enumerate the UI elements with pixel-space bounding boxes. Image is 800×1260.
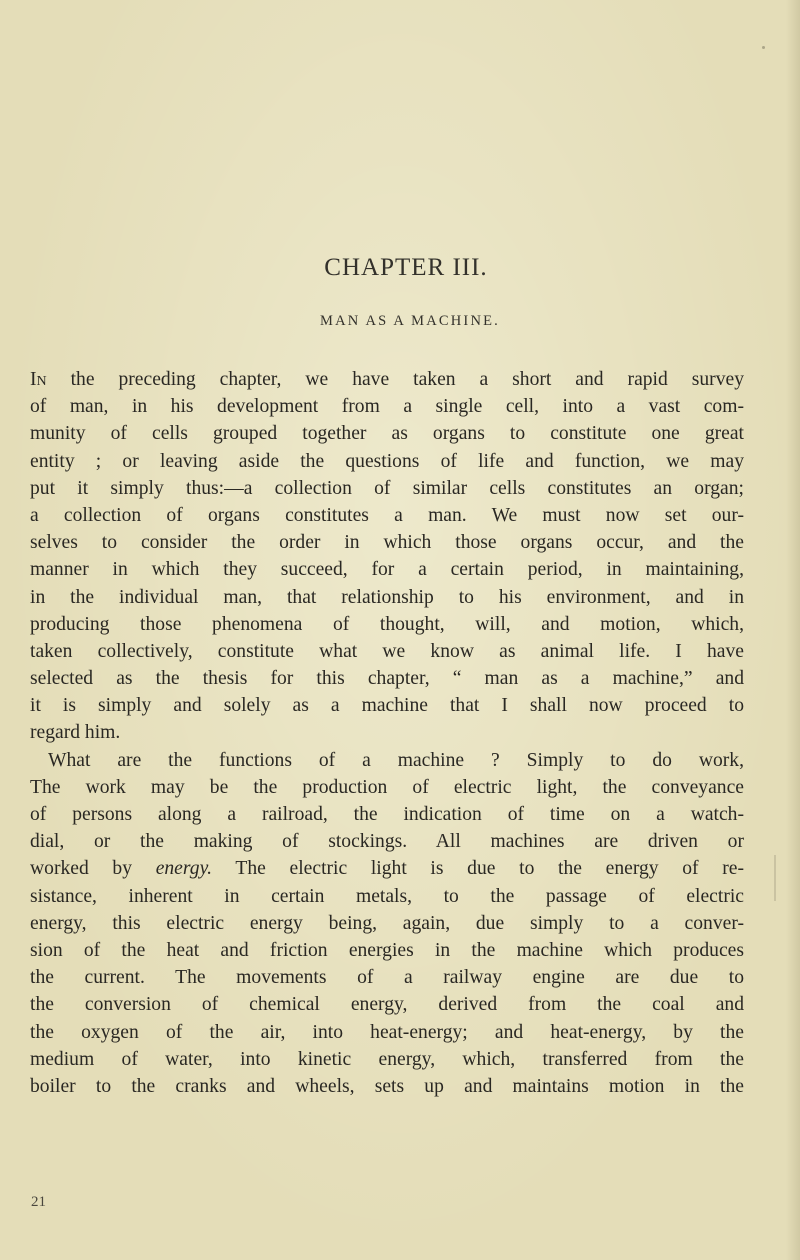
text-line: of man, in his development from a single cell, into a vast com- [30,396,744,418]
text-line: dial, or the making of stockings. All machines are driven or [30,831,744,853]
text-line: put it simply thus:—a collection of similar cells constitutes an organ; [30,477,744,499]
text-line: selves to consider the order in which those organs occur, and the [30,532,744,554]
text-line: munity of cells grouped together as organs to constitute one great [30,423,744,445]
text-line: sion of the heat and friction energies in the machine which produces [30,939,744,961]
text-line-start: worked by [30,858,156,880]
text-line: manner in which they succeed, for a certain period, in maintaining, [30,559,744,581]
page-edge-shadow [786,0,800,1260]
text-line: regard him. [30,722,121,744]
text-line: medium of water, into kinetic energy, which, transferred from the [30,1048,744,1070]
text-line: entity ; or leaving aside the questions of life and function, we may [30,450,744,472]
text-line: What are the functions of a machine ? Simply to do work, [48,749,744,771]
text-line: producing those phenomena of thought, will, and motion, which, [30,613,744,635]
text-line: taken collectively, constitute what we know as animal life. I have [30,640,744,662]
text-line: it is simply and solely as a machine that I shall now proceed to [30,695,744,717]
page-number: 21 [31,1194,46,1210]
text-line: a collection of organs constitutes a man. We must now set our- [30,504,744,526]
text-line: in the individual man, that relationship to his environment, and in [30,586,744,608]
text-line: of persons along a railroad, the indication of time on a watch- [30,804,744,825]
text-line: boiler to the cranks and wheels, sets up and maintains motion in the [30,1075,744,1097]
text-line: energy, this electric energy being, again, due simply to a conver- [30,912,744,934]
ink-speck [762,46,765,49]
text-line-rest: The electric light is due to the energy of re- [212,858,744,880]
text-line: selected as the thesis for this chapter, “ man as a machine,” and [30,668,744,690]
opening-word: In [30,369,47,390]
italic-word: energy. [155,858,213,880]
text-line: the current. The movements of a railway engine are due to [30,967,744,989]
text-line: The work may be the production of electric light, the conveyance [30,776,744,798]
text-line [30,855,744,882]
ink-speck [774,855,776,901]
text-line: sistance, inherent in certain metals, to the passage of electric [30,885,744,907]
text-line [30,366,744,393]
text-line: the conversion of chemical energy, derived from the coal and [30,994,744,1016]
chapter-title: MAN AS A MACHINE. [319,313,500,329]
text-line-rest: the preceding chapter, we have taken a short and rapid survey [46,369,744,390]
text-line: the oxygen of the air, into heat-energy; and heat-energy, by the [30,1021,744,1043]
chapter-heading: CHAPTER III. [324,254,488,281]
body-text [30,366,744,1100]
